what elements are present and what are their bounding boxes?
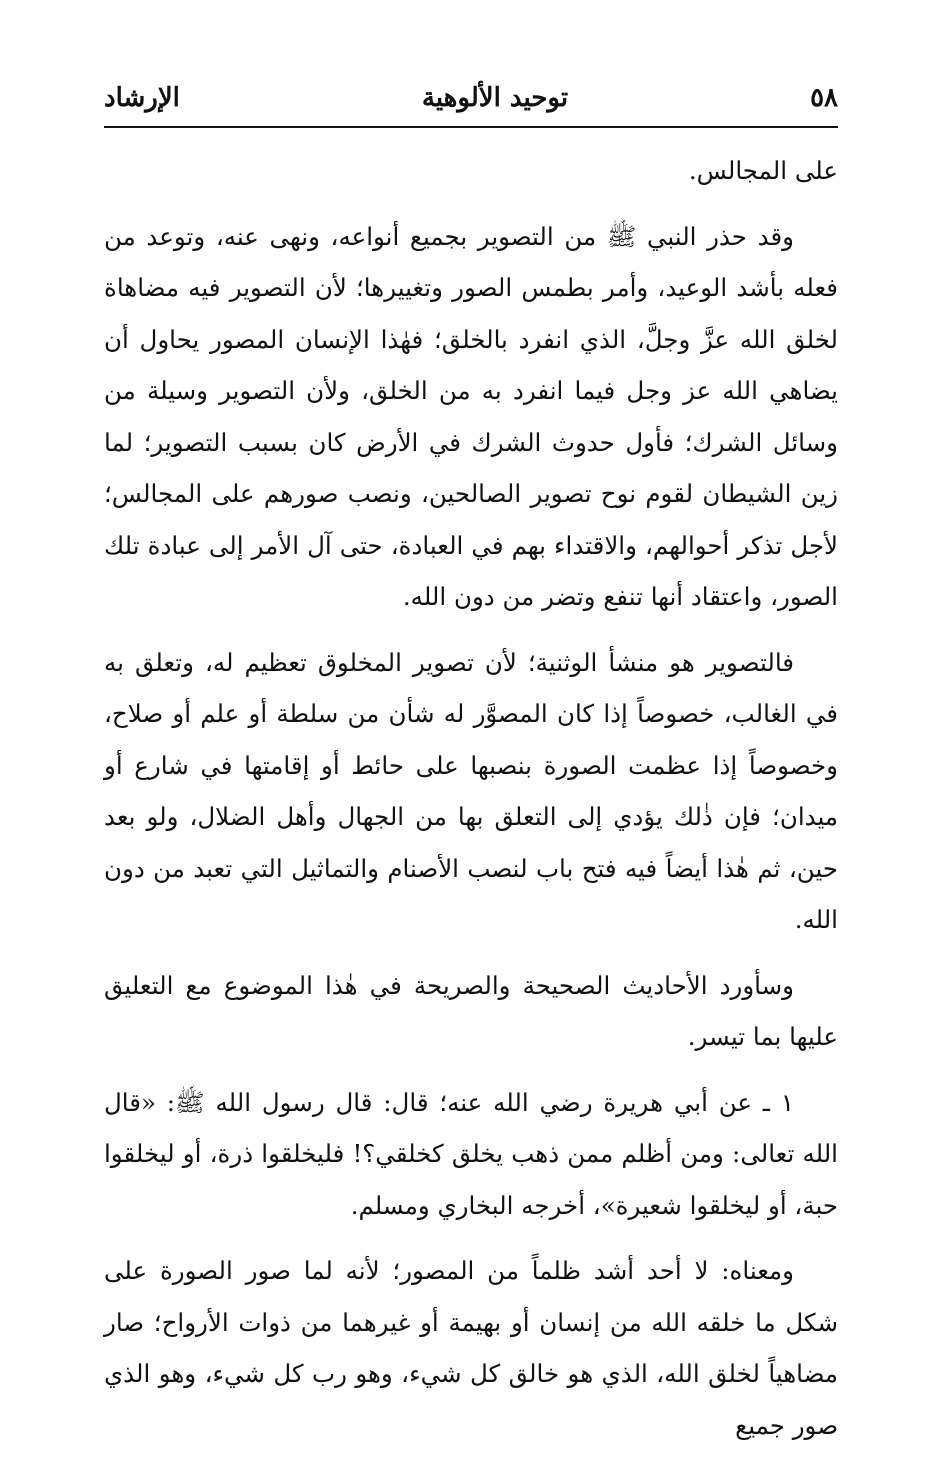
hadith-paragraph: ١ ـ عن أبي هريرة رضي الله عنه؛ قال: قال رسول الله ﷺ: «قال الله تعالى: ومن أظلم ممن ذهب يخلق كخلقي؟! فليخلقوا ذرة، أو ليخلقوا حبة، أو ليخلقوا شعيرة»، أخرجه البخاري ومسلم.: [104, 1087, 838, 1220]
paragraph: على المجالس.: [688, 156, 838, 185]
chapter-title: توحيد الألوهية: [421, 83, 569, 113]
paragraph: وسأورد الأحاديث الصحيحة والصريحة في هٰذا الموضوع مع التعليق عليها بما تيسر.: [104, 970, 838, 1051]
page-number: ٥٨: [810, 83, 838, 113]
page-header: [104, 78, 838, 118]
book-title: الإرشاد: [104, 83, 180, 113]
paragraph: ومعناه: لا أحد أشد ظلماً من المصور؛ لأنه لما صور الصورة على شكل ما خلقه الله من إنسان أو بهيمة أو غيرهما من ذوات الأرواح؛ صار مضاهياً لخلق الله، الذي هو خالق كل شيء، وهو رب كل شيء، وهو الذي صور جميع: [104, 1256, 838, 1440]
header-divider: [104, 126, 838, 128]
paragraph: فالتصوير هو منشأ الوثنية؛ لأن تصوير المخلوق تعظيم له، وتعلق به في الغالب، خصوصاً إذا كان المصوَّر له شأن من سلطة أو علم أو صلاح، وخصوصاً إذا عظمت الصورة بنصبها على حائط أو إقامتها في شارع أو ميدان؛ فإن ذٰلك يؤدي إلى التعلق بها من الجهال وأهل الضلال، ولو بعد حين، ثم هٰذا أيضاً فيه فتح باب لنصب الأصنام والتماثيل التي تعبد من دون الله.: [104, 647, 838, 934]
page-body: [104, 145, 838, 1465]
paragraph: وقد حذر النبي ﷺ من التصوير بجميع أنواعه، ونهى عنه، وتوعد من فعله بأشد الوعيد، وأمر بطمس الصور وتغييرها؛ لأن التصوير فيه مضاهاة لخلق الله عزَّ وجلَّ، الذي انفرد بالخلق؛ فهٰذا الإنسان المصور يحاول أن يضاهي الله عز وجل فيما انفرد به من الخلق، ولأن التصوير وسيلة من وسائل الشرك؛ فأول حدوث الشرك في الأرض كان بسبب التصوير؛ لما زين الشيطان لقوم نوح تصوير الصالحين، ونصب صورهم على المجالس؛ لأجل تذكر أحوالهم، والاقتداء بهم في العبادة، حتى آل الأمر إلى عبادة تلك الصور، واعتقاد أنها تنفع وتضر من دون الله.: [104, 221, 838, 611]
